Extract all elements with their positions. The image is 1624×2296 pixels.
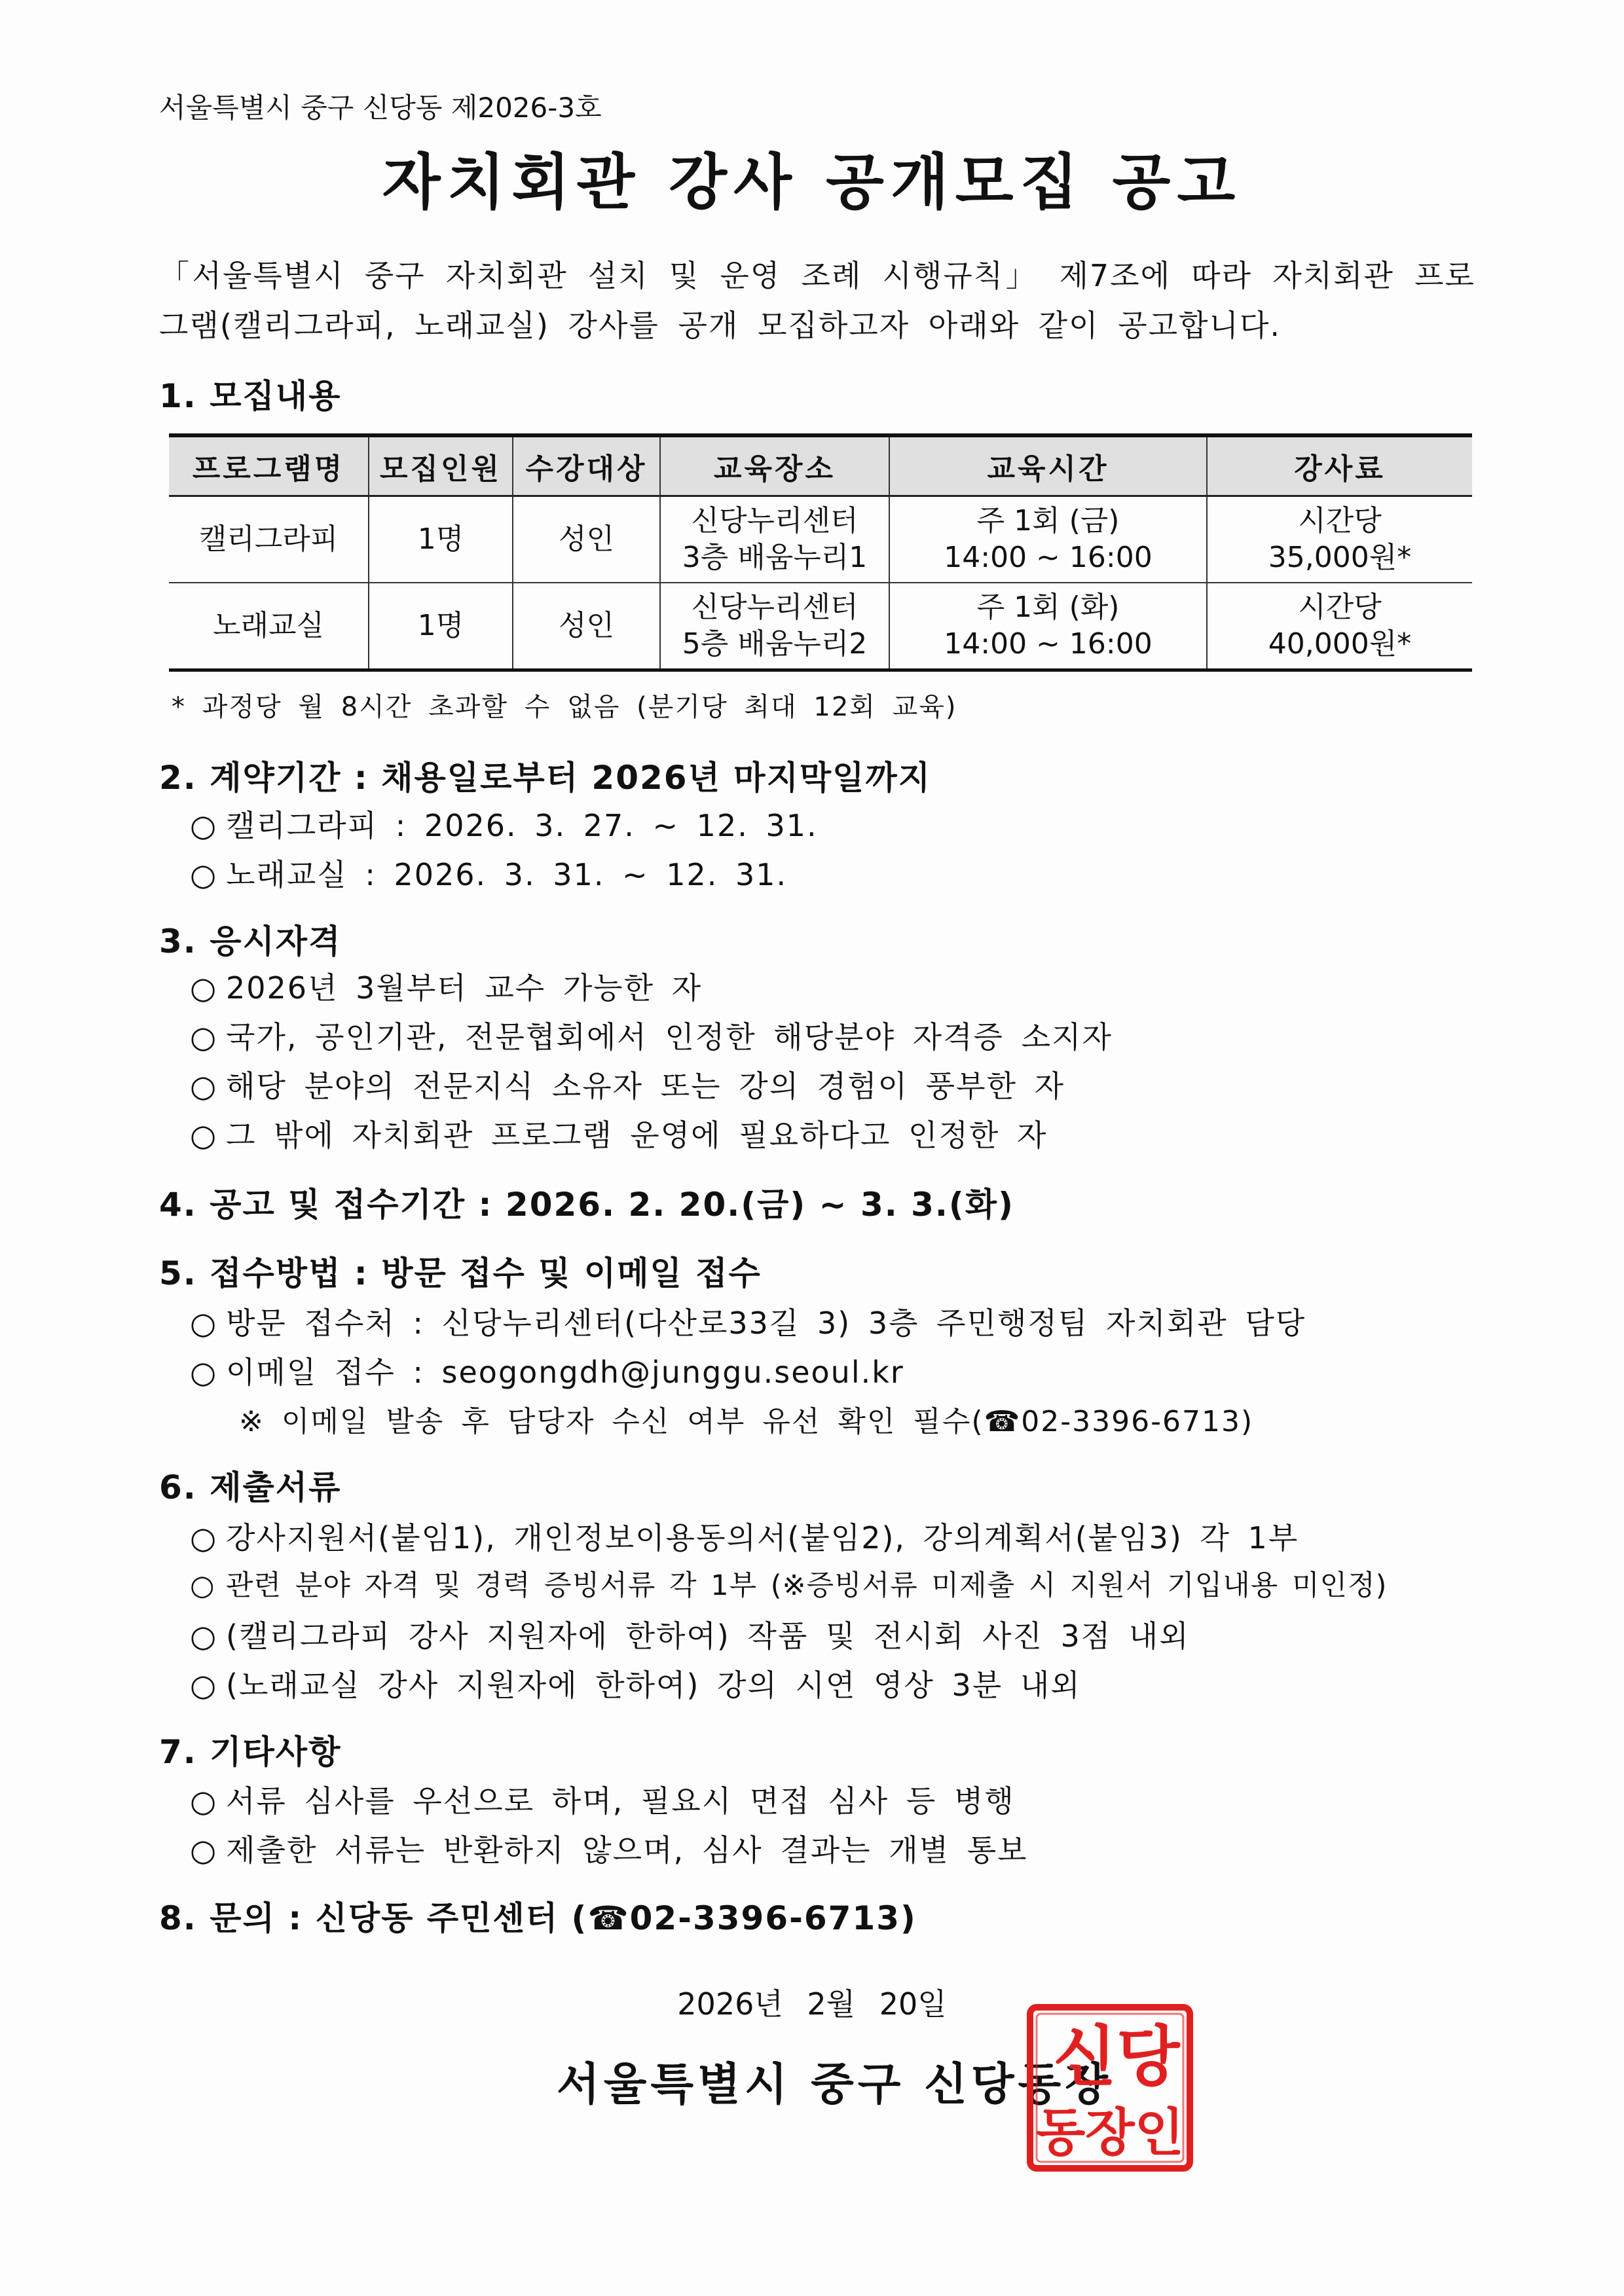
time-line: 14:00 ~ 16:00	[944, 541, 1153, 574]
list-item: ○ (노래교실 강사 지원자에 한하여) 강의 시연 영상 3분 내외	[190, 1667, 1081, 1703]
recruit-count-cell: 1명	[369, 496, 513, 583]
bullet-icon: ○	[190, 1355, 218, 1390]
list-item: ○ 방문 접수처 : 신당누리센터(다산로33길 3) 3층 주민행정팀 자치회관 담당	[190, 1305, 1306, 1341]
list-item: ○ 강사지원서(붙임1), 개인정보이용동의서(붙임2), 강의계획서(붙임3) 각 1부	[190, 1520, 1299, 1556]
bullet-icon: ○	[190, 1783, 218, 1819]
bullet-icon: ○	[190, 1569, 215, 1602]
recruit-count-cell: 1명	[369, 583, 513, 670]
fee-line: 35,000원*	[1268, 541, 1412, 574]
table-row	[169, 496, 1472, 583]
time-line: 14:00 ~ 16:00	[944, 627, 1153, 661]
seal-text-top: 신당	[1053, 2018, 1180, 2095]
recruitment-table	[169, 433, 1472, 672]
list-item: ○ 2026년 3월부터 교수 가능한 자	[190, 970, 703, 1006]
table-header: 수강대상	[513, 435, 660, 496]
target-cell: 성인	[513, 496, 660, 583]
section-2-heading: 2. 계약기간 : 채용일로부터 2026년 마지막일까지	[159, 759, 932, 797]
list-item: ○ (캘리그라피 강사 지원자에 한하여) 작품 및 전시회 사진 3점 내외	[190, 1618, 1190, 1654]
bullet-icon: ○	[190, 970, 218, 1006]
time-cell	[889, 583, 1207, 670]
bullet-icon: ○	[190, 1618, 218, 1654]
bullet-icon: ○	[190, 857, 218, 892]
section-8-heading: 8. 문의 : 신당동 주민센터 (☎02-3396-6713)	[159, 1899, 917, 1937]
table-header: 교육장소	[660, 435, 889, 496]
section-4-heading: 4. 공고 및 접수기간 : 2026. 2. 20.(금) ~ 3. 3.(화)	[159, 1186, 1014, 1224]
table-header-row	[169, 435, 1472, 496]
program-name-cell: 캘리그라피	[169, 496, 369, 583]
bullet-icon: ○	[190, 1832, 218, 1868]
list-item: ○ 서류 심사를 우선으로 하며, 필요시 면접 심사 등 병행	[190, 1783, 1015, 1819]
list-item: ○ 관련 분야 자격 및 경력 증빙서류 각 1부 (※증빙서류 미제출 시 지원서 기입내용 미인정)	[190, 1569, 1388, 1602]
list-item: ○ 제출한 서류는 반환하지 않으며, 심사 결과는 개별 통보	[190, 1832, 1028, 1868]
section-1-heading: 1. 모집내용	[159, 377, 342, 415]
bullet-icon: ○	[190, 1118, 218, 1153]
bullet-icon: ○	[190, 1305, 218, 1341]
place-line: 3층 배움누리1	[682, 541, 868, 574]
table-header: 강사료	[1207, 435, 1472, 496]
list-item: ○ 국가, 공인기관, 전문협회에서 인정한 해당분야 자격증 소지자	[190, 1019, 1113, 1055]
fee-line: 시간당	[1298, 591, 1382, 624]
seal-text-bottom: 동장인	[1035, 2104, 1185, 2162]
fee-line: 시간당	[1298, 504, 1382, 538]
target-cell: 성인	[513, 583, 660, 670]
time-cell	[889, 496, 1207, 583]
list-item: ○ 그 밖에 자치회관 프로그램 운영에 필요하다고 인정한 자	[190, 1118, 1048, 1153]
fee-line: 40,000원*	[1268, 627, 1412, 661]
section-5-heading: 5. 접수방법 : 방문 접수 및 이메일 접수	[159, 1254, 762, 1292]
table-row	[169, 583, 1472, 670]
fee-cell	[1207, 583, 1472, 670]
issue-date: 2026년 2월 20일	[677, 1986, 947, 2022]
bullet-icon: ○	[190, 808, 218, 843]
section-6-heading: 6. 제출서류	[159, 1468, 342, 1506]
table-footnote: * 과정당 월 8시간 초과할 수 없음 (분기당 최대 12회 교육)	[172, 692, 957, 722]
page-title: 자치회관 강사 공개모집 공고	[382, 147, 1242, 217]
email-confirm-note: ※ 이메일 발송 후 담당자 수신 여부 유선 확인 필수(☎02-3396-6713)	[239, 1405, 1254, 1438]
list-item: ○ 이메일 접수 : seogongdh@junggu.seoul.kr	[190, 1355, 904, 1390]
fee-cell	[1207, 496, 1472, 583]
program-name-cell: 노래교실	[169, 583, 369, 670]
bullet-icon: ○	[190, 1520, 218, 1556]
list-item: ○ 해당 분야의 전문지식 소유자 또는 강의 경험이 풍부한 자	[190, 1068, 1065, 1104]
official-seal-icon	[1025, 2002, 1195, 2174]
bullet-icon: ○	[190, 1019, 218, 1055]
table-header: 모집인원	[369, 435, 513, 496]
bullet-icon: ○	[190, 1667, 218, 1703]
section-7-heading: 7. 기타사항	[159, 1733, 342, 1771]
intro-paragraph: 「서울특별시 중구 자치회관 설치 및 운영 조례 시행규칙」 제7조에 따라 자치회관 프로그램(캘리그라피, 노래교실) 강사를 공개 모집하고자 아래와 같이 공고합니다.	[159, 258, 1475, 343]
issuer-name: 서울특별시 중구 신당동장	[557, 2059, 1112, 2111]
document-number: 서울특별시 중구 신당동 제2026-3호	[159, 92, 602, 124]
place-line: 신당누리센터	[691, 504, 858, 538]
place-line: 신당누리센터	[691, 591, 858, 624]
bullet-icon: ○	[190, 1068, 218, 1104]
table-header: 프로그램명	[169, 435, 369, 496]
table-header: 교육시간	[889, 435, 1207, 496]
place-line: 5층 배움누리2	[682, 627, 868, 661]
section-3-heading: 3. 응시자격	[159, 922, 342, 960]
place-cell	[660, 496, 889, 583]
list-item: ○ 캘리그라피 : 2026. 3. 27. ~ 12. 31.	[190, 808, 818, 843]
time-line: 주 1회 (화)	[976, 591, 1120, 624]
place-cell	[660, 583, 889, 670]
list-item: ○ 노래교실 : 2026. 3. 31. ~ 12. 31.	[190, 857, 788, 892]
time-line: 주 1회 (금)	[976, 504, 1120, 538]
